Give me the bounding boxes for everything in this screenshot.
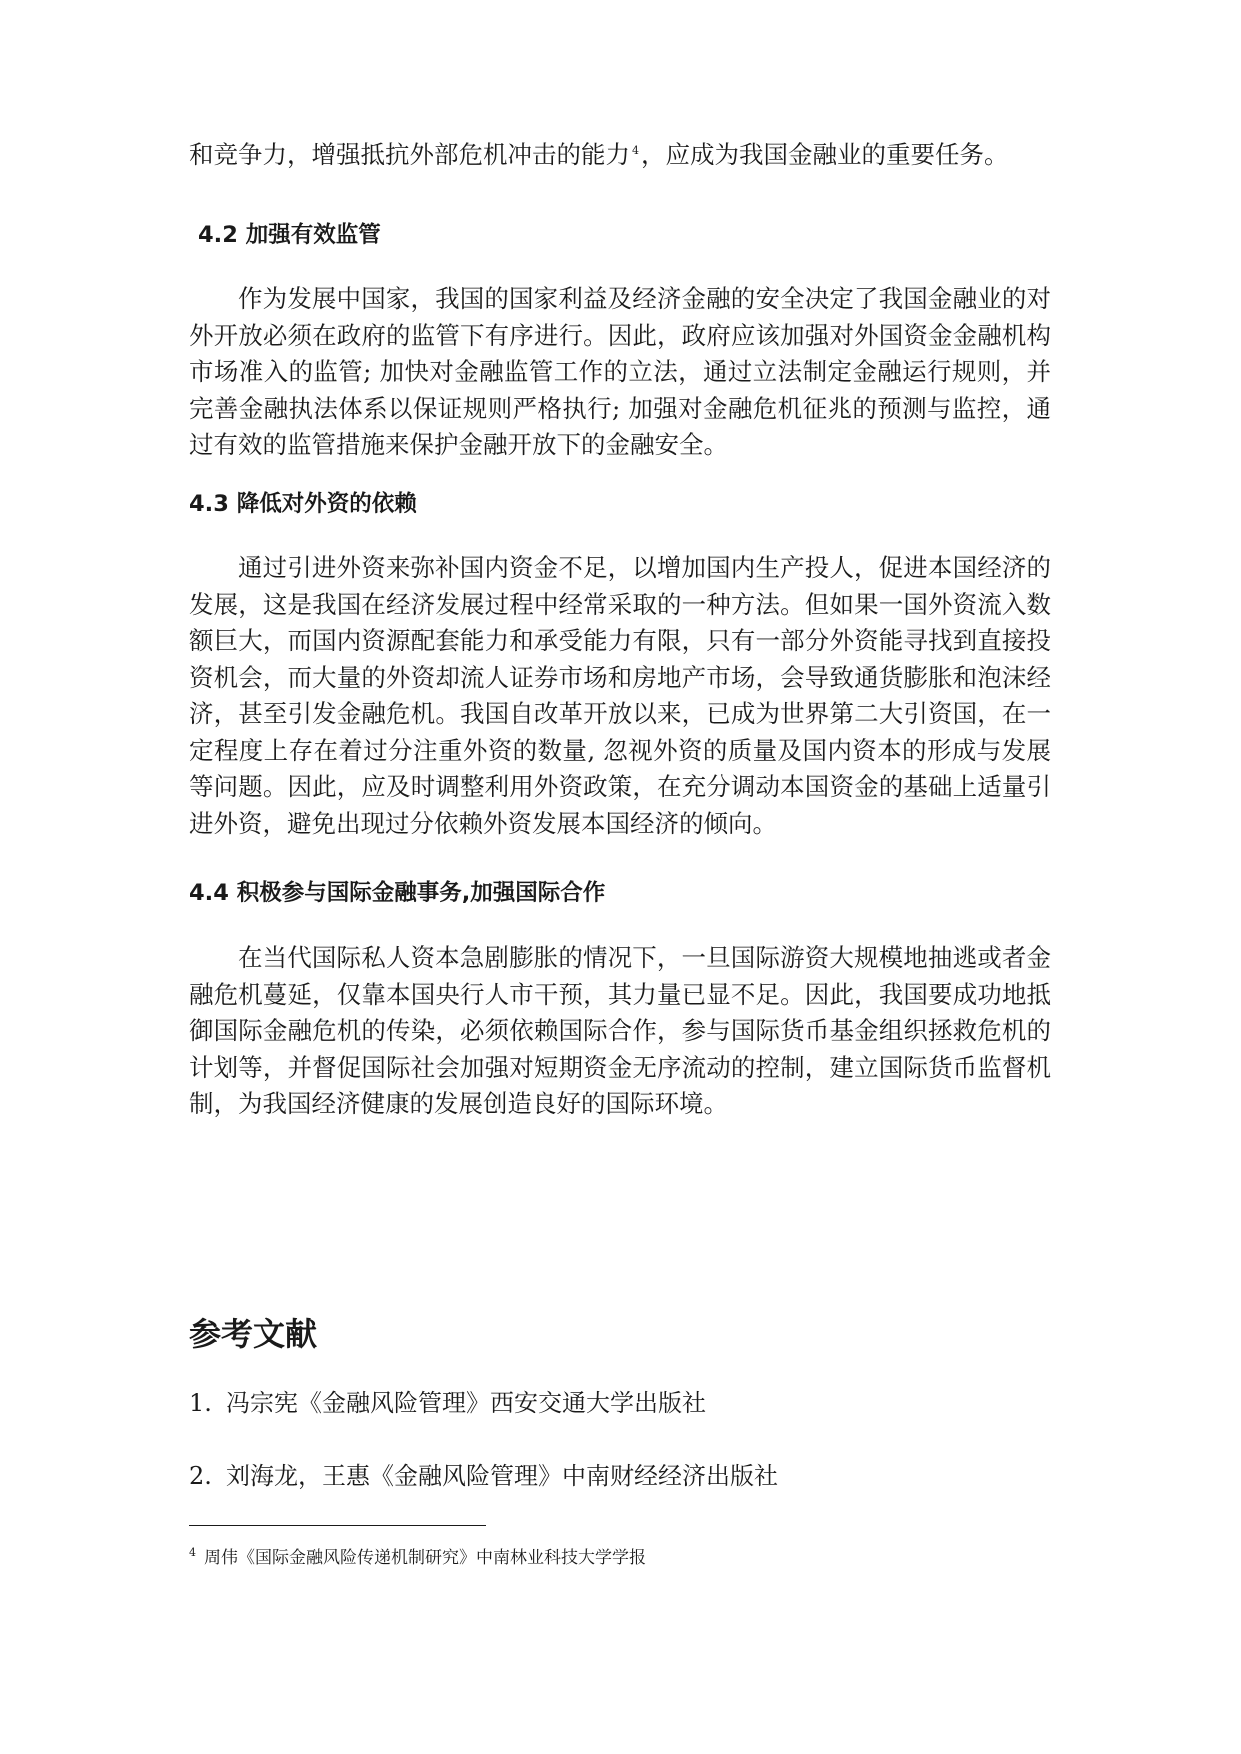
- section-heading-4-3: 4.3 降低对外资的依赖: [189, 491, 417, 517]
- reference-text: 冯宗宪《金融风险管理》西安交通大学出版社: [226, 1389, 706, 1417]
- intro-text-after-mark: ，应成为我国金融业的重要任务。: [641, 140, 1009, 169]
- reference-number: 1.: [189, 1389, 212, 1417]
- references-title: 参考文献: [189, 1315, 318, 1353]
- footnote-separator: [189, 1525, 486, 1526]
- section-4-4-paragraph: 在当代国际私人资本急剧膨胀的情况下，一旦国际游资大规模地抽逃或者金融危机蔓延，仅靠本国央行人市干预，其力量已显不足。因此，我国要成功地抵御国际金融危机的传染，必须依赖国际合作，参与国际货币基金组织拯救危机的计划等，并督促国际社会加强对短期资金无序流动的控制，建立国际货币监督机制，为我国经济健康的发展创造良好的国际环境。: [189, 943, 1051, 1118]
- section-4-3-paragraph: 通过引进外资来弥补国内资金不足，以增加国内生产投人，促进本国经济的发展，这是我国在经济发展过程中经常采取的一种方法。但如果一国外资流入数额巨大，而国内资源配套能力和承受能力有限，只有一部分外资能寻找到直接投资机会，而大量的外资却流人证券市场和房地产市场，会导致通货膨胀和泡沫经济，甚至引发金融危机。我国自改革开放以来，已成为世界第二大引资国，在一定程度上存在着过分注重外资的数量, 忽视外资的质量及国内资本的形成与发展等问题。因此，应及时调整利用外资政策，在充分调动本国资金的基础上适量引进外资，避免出现过分依赖外资发展本国经济的倾向。: [189, 553, 1051, 838]
- section-heading-4-4: 4.4 积极参与国际金融事务,加强国际合作: [189, 880, 606, 906]
- reference-item: [189, 1387, 706, 1419]
- footnote-text: 周伟《国际金融风险传递机制研究》中南林业科技大学学报: [204, 1548, 646, 1568]
- intro-text-before-mark: 和竞争力，增强抵抗外部危机冲击的能力: [189, 140, 630, 169]
- section-heading-4-2: 4.2 加强有效监管: [198, 222, 381, 248]
- footnote: [189, 1546, 646, 1570]
- footnote-reference-mark[interactable]: 4: [632, 143, 639, 157]
- footnote-number: 4: [189, 1546, 196, 1560]
- reference-number: 2.: [189, 1462, 212, 1490]
- reference-item: [189, 1460, 778, 1492]
- reference-text: 刘海龙，王惠《金融风险管理》中南财经经济出版社: [226, 1462, 778, 1490]
- section-4-2-paragraph: 作为发展中国家，我国的国家利益及经济金融的安全决定了我国金融业的对外开放必须在政府的监管下有序进行。因此，政府应该加强对外国资金金融机构市场准入的监管; 加快对金融监管工作的立法，通过立法制定金融运行规则，并完善金融执法体系以保证规则严格执行; 加强对金融危机征兆的预测与监控，通过有效的监管措施来保护金融开放下的金融安全。: [189, 284, 1051, 459]
- intro-paragraph: [189, 137, 1051, 174]
